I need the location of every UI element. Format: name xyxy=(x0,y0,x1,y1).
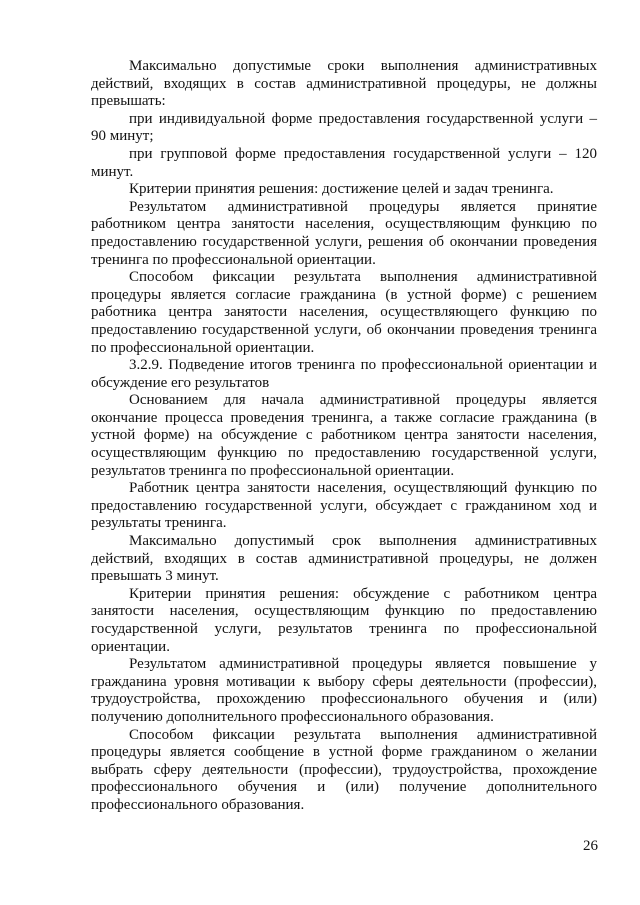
paragraph-decision-criteria: Критерии принятия решения: достижение целей и задач тренинга. xyxy=(129,181,554,198)
paragraph-max-terms: Максимально допустимые сроки выполнения административных действий, входящих в состав административной процедуры, не должны превышать: xyxy=(91,58,597,110)
paragraph-individual-form: при индивидуальной форме предоставления государственной услуги – 90 минут; xyxy=(91,110,597,145)
paragraph-worker-discussion: Работник центра занятости населения, осуществляющий функцию по предоставлению государственной услуги, обсуждает с гражданином ход и результаты тренинга. xyxy=(91,480,597,532)
paragraph-procedure-result: Результатом административной процедуры является принятие работником центра занятости населения, осуществляющим функцию по предоставлению государственной услуги, решения об окончании проведения тренинга по профессиональной ориентации. xyxy=(91,198,597,268)
paragraph-procedure-basis: Основанием для начала административной процедуры является окончание процесса проведения тренинга, а также согласие гражданина (в устной форме) на обсуждение с работником центра занятости населения, осуществляющим функцию по предоставлению государственной услуги, результатов тренинга по профессиональной ориентации. xyxy=(91,392,597,479)
paragraph-max-term-3-min: Максимально допустимый срок выполнения административных действий, входящих в состав административной процедуры, не должен превышать 3 минут. xyxy=(91,533,597,585)
paragraph-result-fixation-message: Способом фиксации результата выполнения административной процедуры является сообщение в устной форме гражданином о желании выбрать сферу деятельности (профессии), трудоустройства, прохождение профессионального обучения и (или) получение дополнительного профессионального образования. xyxy=(91,726,597,813)
paragraph-group-form: при групповой форме предоставления государственной услуги – 120 минут. xyxy=(91,145,597,180)
paragraph-motivation-result: Результатом административной процедуры является повышение у гражданина уровня мотивации к выбору сферы деятельности (профессии), трудоустройства, прохождению профессионального обучения и (или) получению дополнительного профессионального образования. xyxy=(91,656,597,725)
section-heading-3-2-9: 3.2.9. Подведение итогов тренинга по профессиональной ориентации и обсуждение его результатов xyxy=(91,357,597,391)
page-number: 26 xyxy=(583,838,598,854)
document-page xyxy=(91,58,597,815)
paragraph-decision-criteria-discussion: Критерии принятия решения: обсуждение с работником центра занятости населения, осуществляющим функцию по предоставлению государственной услуги, результатов тренинга по профессиональной ориентации. xyxy=(91,585,597,655)
paragraph-result-fixation: Способом фиксации результата выполнения административной процедуры является согласие гражданина (в устной форме) с решением работника центра занятости населения, осуществляющего функцию по предоставлению государственной услуги, об окончании проведения тренинга по профессиональной ориентации. xyxy=(91,269,597,356)
